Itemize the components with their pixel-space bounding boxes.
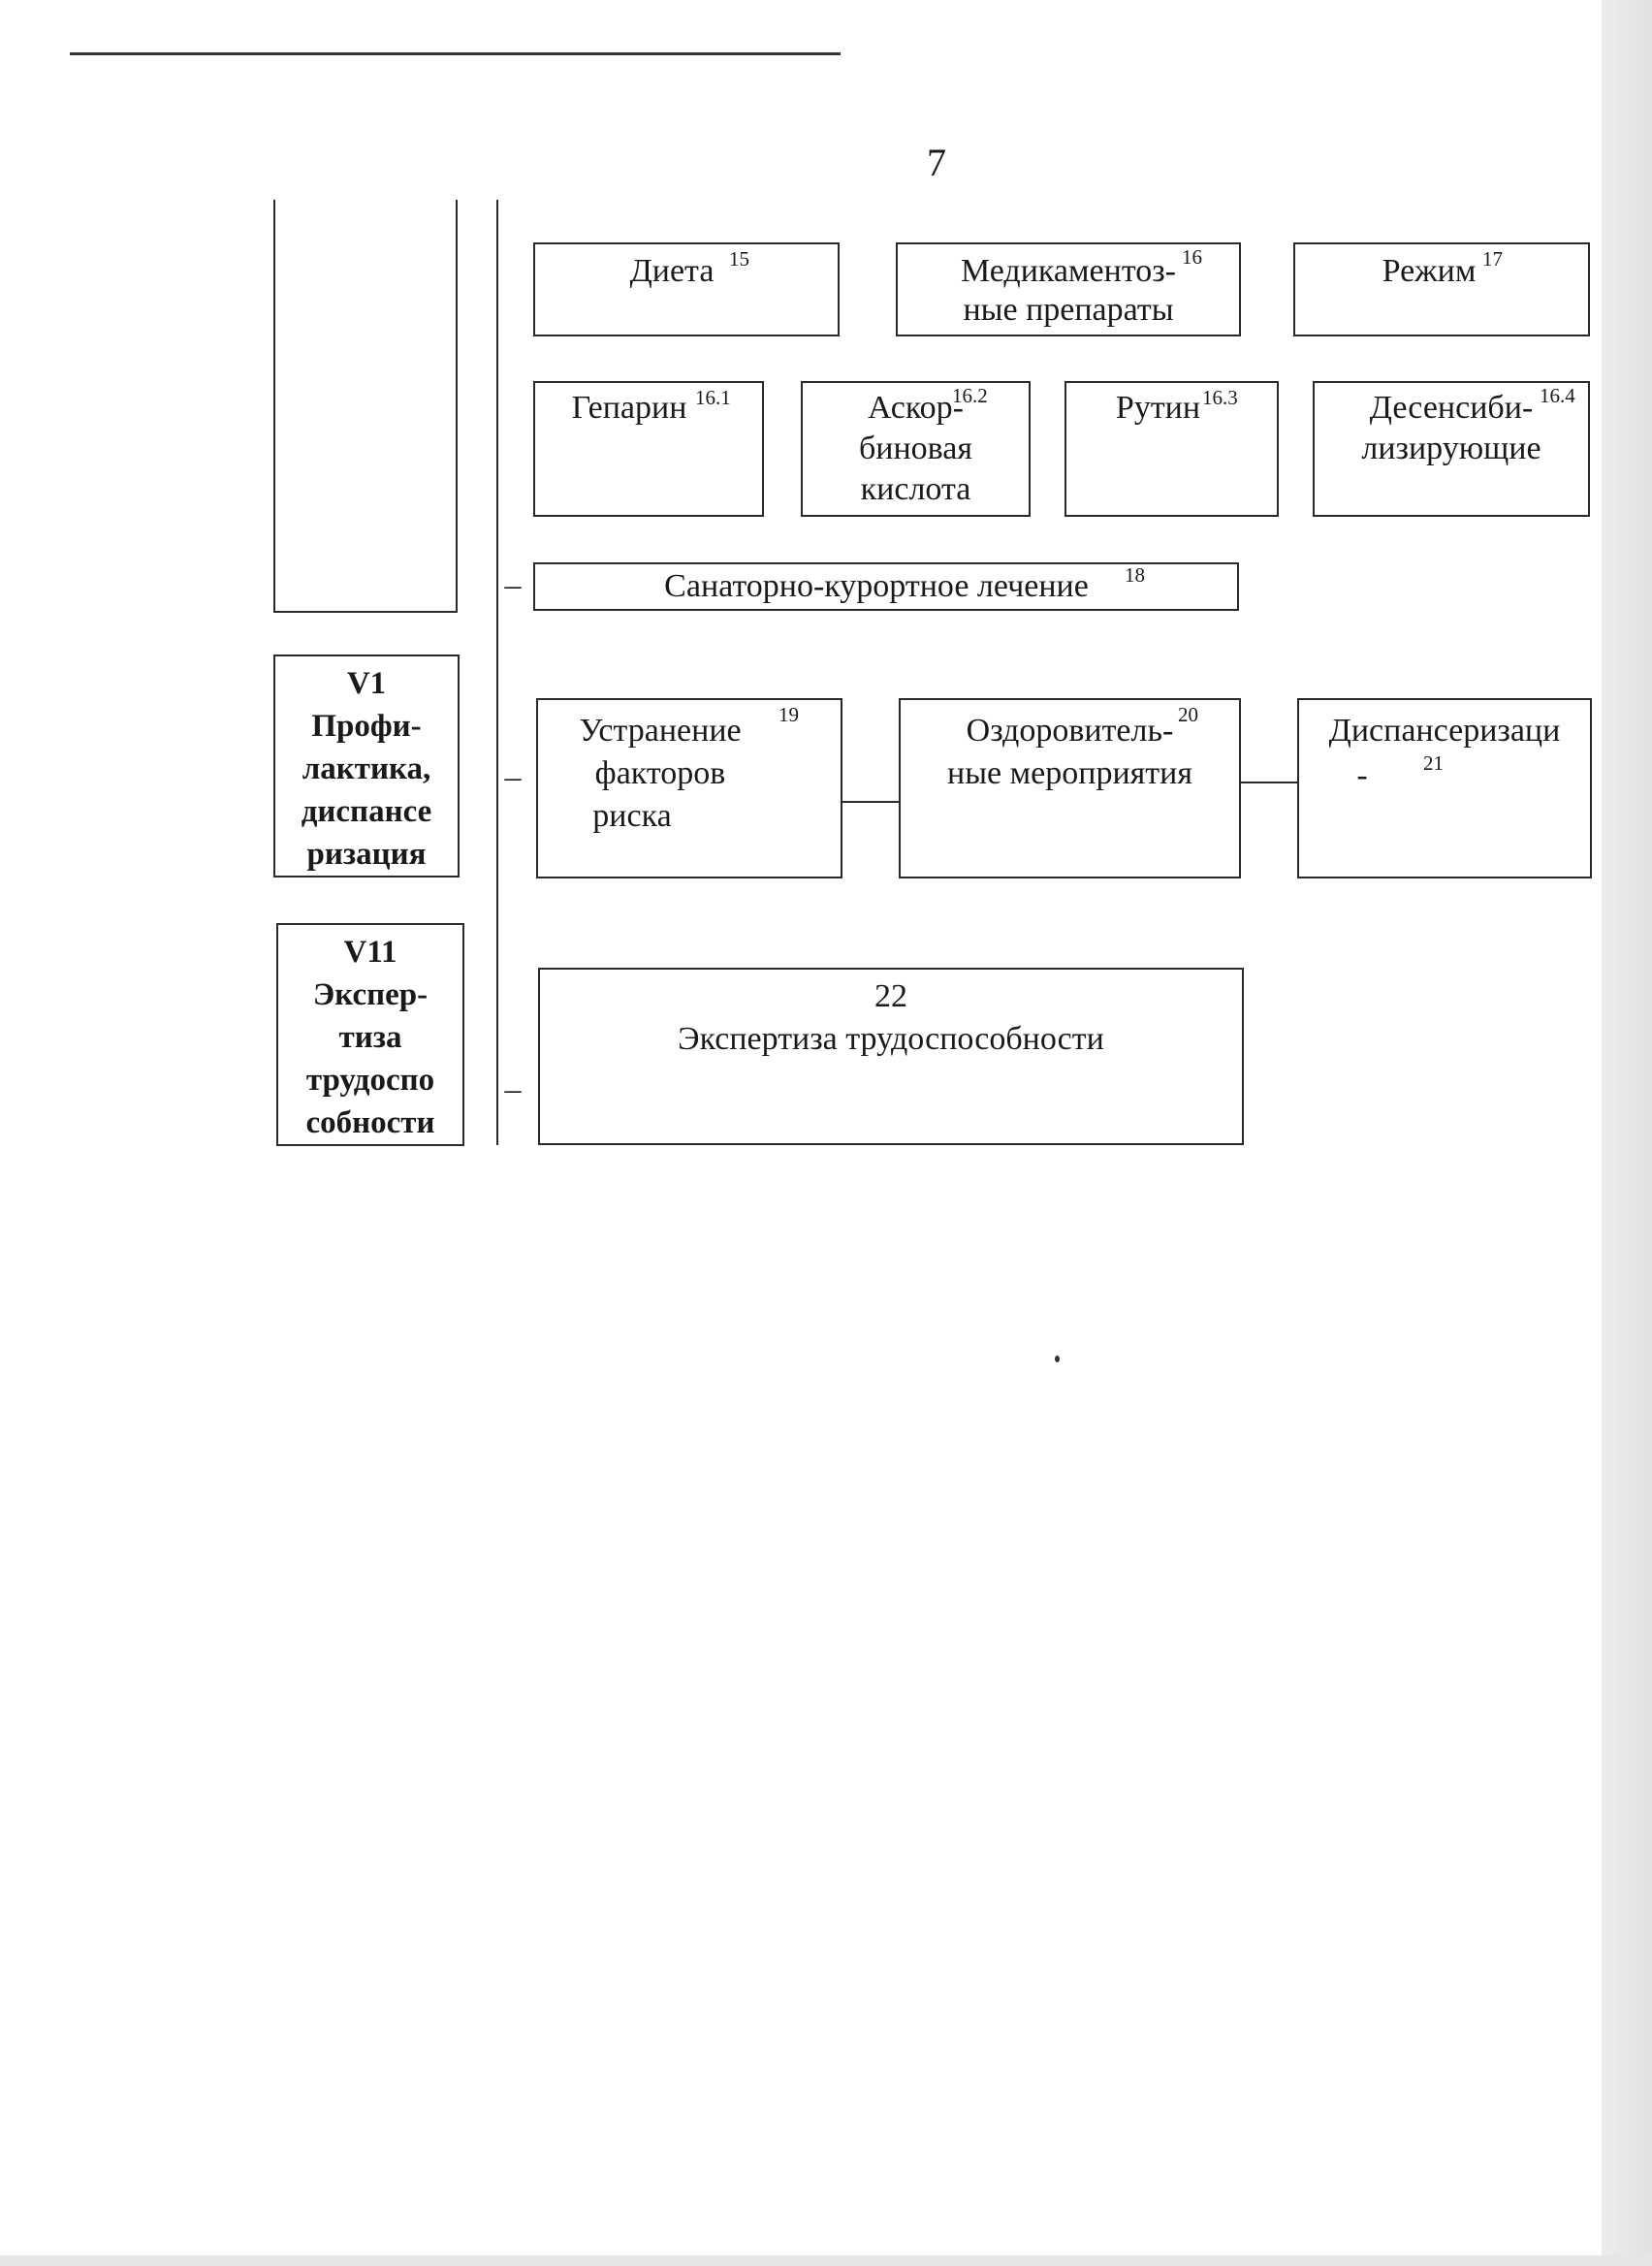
main-vertical-connector [496, 200, 498, 1145]
section-vii-title-line1: Экспер- [312, 977, 429, 1012]
header-rule [70, 52, 841, 55]
wellness-ref: 20 [1178, 703, 1198, 726]
scan-speck [1055, 1356, 1060, 1362]
heparin-label: Гепарин [571, 390, 687, 426]
wellness-label-line2: ные мероприятия [947, 755, 1192, 791]
page-number: 7 [927, 141, 946, 184]
wellness-label-line1: Оздоровитель- [966, 713, 1174, 749]
rutin-label: Рутин [1115, 390, 1201, 426]
ascorbic-label-line1: Аскор- [868, 390, 964, 426]
ascorbic-ref: 16.2 [952, 384, 988, 407]
dispensary-ref: 21 [1423, 751, 1444, 775]
dispensary-box [1297, 698, 1592, 878]
risk-factor-elimination-box [536, 698, 842, 878]
section-vi-connector: – [504, 759, 522, 795]
section-vi-title-line4: ризация [306, 837, 427, 872]
sanatorium-ref: 18 [1125, 563, 1145, 587]
dispensary-label-line1: Диспансеризаци [1328, 713, 1561, 749]
wellness-activities-box [899, 698, 1241, 878]
left-column-border-right [456, 200, 458, 612]
sanatorium-connector: – [504, 567, 522, 603]
desensitizing-ref: 16.4 [1540, 384, 1575, 407]
diet-label: Диета [629, 253, 715, 289]
scan-edge [1602, 0, 1652, 2266]
desensitizing-box [1313, 381, 1590, 517]
medications-ref: 16 [1182, 245, 1202, 269]
rutin-ref: 16.3 [1202, 386, 1238, 409]
ascorbic-acid-box [801, 381, 1031, 517]
risk-ref: 19 [778, 703, 799, 726]
section-vii-number: V11 [343, 935, 397, 970]
heparin-box [533, 381, 764, 517]
scan-edge-bottom [0, 2255, 1652, 2266]
rutin-box [1064, 381, 1279, 517]
dispensary-label-line2: - [1356, 757, 1368, 793]
work-capacity-expertise-box [538, 968, 1244, 1145]
diet-ref: 15 [729, 247, 749, 271]
ascorbic-label-line2: биновая [858, 431, 973, 466]
medications-box [896, 242, 1241, 336]
section-vi-title-line2: лактика, [302, 751, 431, 786]
regimen-ref: 17 [1482, 247, 1503, 271]
sanatorium-label: Санаторно-курортное лечение [664, 568, 1089, 604]
wellness-to-dispensary-connector [1241, 782, 1297, 783]
expertise-number: 22 [874, 978, 907, 1014]
diet-box [533, 242, 840, 336]
left-column-border-left [273, 200, 275, 612]
section-vi-number: V1 [346, 666, 387, 701]
medications-label-line2: ные препараты [963, 292, 1174, 328]
risk-label-line1: Устранение [579, 713, 742, 749]
section-vii-heading [276, 923, 464, 1146]
section-vii-connector: – [504, 1071, 522, 1107]
section-vi-title-line3: диспансе [301, 794, 432, 829]
ascorbic-label-line3: кислота [860, 471, 971, 507]
left-column-border-bottom [273, 611, 458, 613]
desensitizing-label-line1: Десенсиби- [1369, 390, 1534, 426]
risk-label-line2: факторов [594, 755, 726, 791]
expertise-label: Экспертиза трудоспособности [678, 1021, 1104, 1057]
regimen-box [1293, 242, 1590, 336]
section-vi-heading [273, 654, 460, 878]
section-vii-title-line3: трудоспо [305, 1063, 435, 1098]
risk-to-wellness-connector [842, 801, 899, 803]
regimen-label: Режим [1382, 253, 1477, 289]
heparin-ref: 16.1 [695, 386, 731, 409]
medications-label-line1: Медикаментоз- [961, 253, 1176, 289]
desensitizing-label-line2: лизирующие [1361, 431, 1541, 466]
section-vii-title-line4: собности [305, 1105, 435, 1140]
section-vi-title-line1: Профи- [311, 709, 422, 744]
section-vii-title-line2: тиза [338, 1020, 402, 1055]
sanatorium-box [533, 562, 1239, 611]
risk-label-line3: риска [592, 798, 672, 834]
